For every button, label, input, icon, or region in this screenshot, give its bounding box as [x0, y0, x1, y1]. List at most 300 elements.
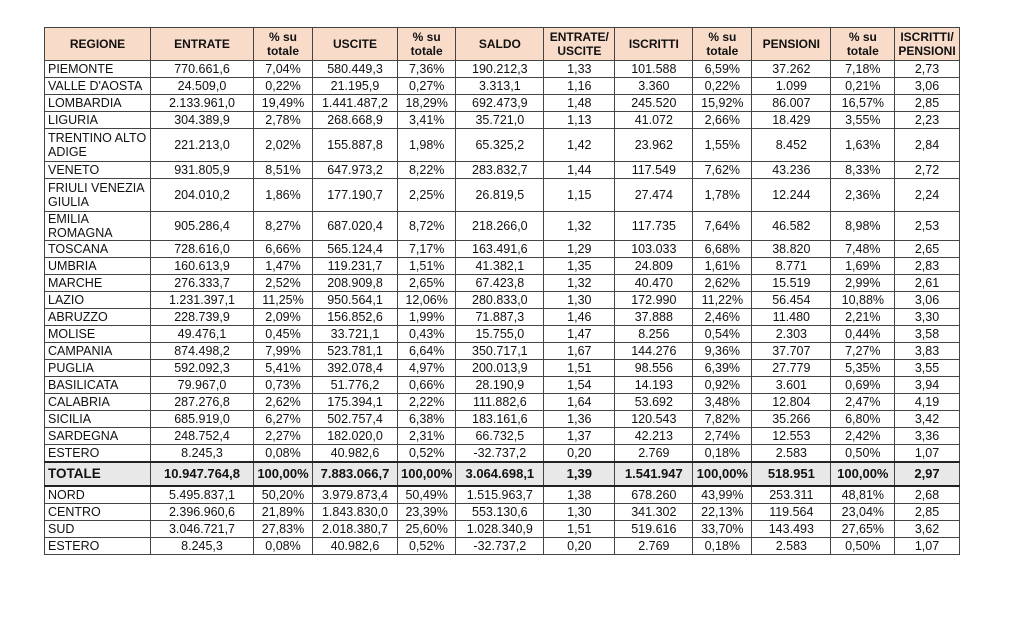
- header-uscite-pct: % su totale: [398, 28, 456, 61]
- cell-iscritti-pensioni: 2,24: [895, 179, 959, 212]
- cell-pensioni-pct: 27,65%: [831, 521, 895, 538]
- cell-pensioni: 12.244: [752, 179, 831, 212]
- cell-entrate-pct: 19,49%: [254, 95, 313, 112]
- cell-saldo: 553.130,6: [456, 504, 544, 521]
- cell-pensioni: 2.583: [752, 445, 831, 463]
- cell-saldo: 41.382,1: [456, 258, 544, 275]
- cell-entrate: 160.613,9: [151, 258, 254, 275]
- cell-pensioni: 18.429: [752, 112, 831, 129]
- cell-uscite: 40.982,6: [313, 445, 398, 463]
- cell-entrate-pct: 1,86%: [254, 179, 313, 212]
- cell-entrate: 204.010,2: [151, 179, 254, 212]
- cell-regione: VENETO: [45, 162, 151, 179]
- cell-entrate-pct: 2,62%: [254, 394, 313, 411]
- cell-uscite-pct: 6,64%: [398, 343, 456, 360]
- cell-entrate: 287.276,8: [151, 394, 254, 411]
- cell-iscritti-pensioni: 2,84: [895, 129, 959, 162]
- cell-entrate-uscite: 1,15: [544, 179, 615, 212]
- cell-uscite: 268.668,9: [313, 112, 398, 129]
- cell-pensioni-pct: 0,69%: [831, 377, 895, 394]
- cell-entrate: 874.498,2: [151, 343, 254, 360]
- cell-entrate-pct: 27,83%: [254, 521, 313, 538]
- cell-entrate: 2.133.961,0: [151, 95, 254, 112]
- cell-iscritti-pct: 2,46%: [693, 309, 752, 326]
- cell-pensioni: 2.303: [752, 326, 831, 343]
- table-row: [45, 179, 960, 212]
- cell-pensioni-pct: 6,80%: [831, 411, 895, 428]
- table-row: [45, 275, 960, 292]
- cell-entrate-pct: 0,22%: [254, 78, 313, 95]
- cell-iscritti-pensioni: 4,19: [895, 394, 959, 411]
- cell-uscite-pct: 2,31%: [398, 428, 456, 445]
- cell-uscite: 502.757,4: [313, 411, 398, 428]
- cell-entrate-uscite: 1,30: [544, 292, 615, 309]
- cell-pensioni: 43.236: [752, 162, 831, 179]
- cell-saldo: 67.423,8: [456, 275, 544, 292]
- cell-iscritti-pct: 1,61%: [693, 258, 752, 275]
- cell-entrate-uscite: 1,30: [544, 504, 615, 521]
- cell-pensioni: 27.779: [752, 360, 831, 377]
- cell-entrate: 1.231.397,1: [151, 292, 254, 309]
- area-row: [45, 521, 960, 538]
- cell-saldo: 71.887,3: [456, 309, 544, 326]
- cell-iscritti-pct: 6,68%: [693, 241, 752, 258]
- cell-pensioni-pct: 5,35%: [831, 360, 895, 377]
- cell-entrate-pct: 0,73%: [254, 377, 313, 394]
- cell-entrate: 728.616,0: [151, 241, 254, 258]
- cell-pensioni: 35.266: [752, 411, 831, 428]
- cell-entrate: 8.245,3: [151, 538, 254, 555]
- cell-pensioni-pct: 7,27%: [831, 343, 895, 360]
- cell-uscite: 3.979.873,4: [313, 486, 398, 504]
- cell-uscite-pct: 0,43%: [398, 326, 456, 343]
- cell-entrate-pct: 5,41%: [254, 360, 313, 377]
- cell-iscritti: 23.962: [615, 129, 693, 162]
- cell-entrate-uscite: 1,67: [544, 343, 615, 360]
- cell-pensioni: 1.099: [752, 78, 831, 95]
- cell-uscite-pct: 2,25%: [398, 179, 456, 212]
- cell-pensioni-pct: 0,50%: [831, 538, 895, 555]
- cell-saldo: 3.064.698,1: [456, 462, 544, 486]
- cell-iscritti: 519.616: [615, 521, 693, 538]
- table-row: [45, 309, 960, 326]
- cell-uscite-pct: 1,98%: [398, 129, 456, 162]
- cell-uscite-pct: 50,49%: [398, 486, 456, 504]
- table-row: [45, 78, 960, 95]
- table-row: [45, 212, 960, 241]
- cell-entrate: 276.333,7: [151, 275, 254, 292]
- cell-pensioni-pct: 8,33%: [831, 162, 895, 179]
- cell-uscite: 40.982,6: [313, 538, 398, 555]
- cell-regione: EMILIA ROMAGNA: [45, 212, 151, 241]
- cell-regione: UMBRIA: [45, 258, 151, 275]
- cell-iscritti: 98.556: [615, 360, 693, 377]
- cell-regione: NORD: [45, 486, 151, 504]
- cell-iscritti: 3.360: [615, 78, 693, 95]
- cell-regione: SUD: [45, 521, 151, 538]
- cell-iscritti-pct: 11,22%: [693, 292, 752, 309]
- cell-saldo: 111.882,6: [456, 394, 544, 411]
- table-row: [45, 292, 960, 309]
- cell-iscritti-pensioni: 3,42: [895, 411, 959, 428]
- cell-iscritti-pct: 22,13%: [693, 504, 752, 521]
- table-row: [45, 95, 960, 112]
- cell-uscite-pct: 7,36%: [398, 61, 456, 78]
- cell-iscritti-pct: 15,92%: [693, 95, 752, 112]
- cell-regione: FRIULI VENEZIA GIULIA: [45, 179, 151, 212]
- cell-iscritti: 172.990: [615, 292, 693, 309]
- cell-pensioni-pct: 7,18%: [831, 61, 895, 78]
- cell-uscite: 1.441.487,2: [313, 95, 398, 112]
- cell-uscite: 523.781,1: [313, 343, 398, 360]
- cell-iscritti: 117.735: [615, 212, 693, 241]
- cell-pensioni-pct: 100,00%: [831, 462, 895, 486]
- cell-entrate-uscite: 1,33: [544, 61, 615, 78]
- cell-entrate: 592.092,3: [151, 360, 254, 377]
- table-body: [45, 61, 960, 555]
- cell-entrate-uscite: 1,44: [544, 162, 615, 179]
- cell-pensioni: 38.820: [752, 241, 831, 258]
- cell-iscritti-pensioni: 3,83: [895, 343, 959, 360]
- cell-iscritti-pensioni: 3,06: [895, 292, 959, 309]
- cell-entrate-uscite: 1,16: [544, 78, 615, 95]
- cell-entrate: 685.919,0: [151, 411, 254, 428]
- cell-uscite-pct: 6,38%: [398, 411, 456, 428]
- cell-iscritti-pensioni: 1,07: [895, 538, 959, 555]
- cell-pensioni: 12.553: [752, 428, 831, 445]
- cell-iscritti-pct: 7,64%: [693, 212, 752, 241]
- cell-uscite-pct: 1,51%: [398, 258, 456, 275]
- cell-saldo: 283.832,7: [456, 162, 544, 179]
- cell-uscite: 51.776,2: [313, 377, 398, 394]
- cell-uscite-pct: 8,22%: [398, 162, 456, 179]
- cell-entrate-uscite: 1,13: [544, 112, 615, 129]
- area-row: [45, 486, 960, 504]
- cell-iscritti-pct: 0,92%: [693, 377, 752, 394]
- cell-pensioni-pct: 48,81%: [831, 486, 895, 504]
- cell-iscritti-pensioni: 2,97: [895, 462, 959, 486]
- cell-entrate: 79.967,0: [151, 377, 254, 394]
- cell-entrate-pct: 50,20%: [254, 486, 313, 504]
- cell-uscite-pct: 100,00%: [398, 462, 456, 486]
- cell-entrate: 304.389,9: [151, 112, 254, 129]
- cell-entrate-uscite: 1,51: [544, 521, 615, 538]
- cell-iscritti: 2.769: [615, 445, 693, 463]
- cell-iscritti-pct: 0,54%: [693, 326, 752, 343]
- cell-uscite-pct: 2,65%: [398, 275, 456, 292]
- cell-saldo: -32.737,2: [456, 445, 544, 463]
- cell-pensioni: 8.452: [752, 129, 831, 162]
- cell-uscite: 2.018.380,7: [313, 521, 398, 538]
- cell-entrate-pct: 7,99%: [254, 343, 313, 360]
- cell-iscritti-pct: 7,82%: [693, 411, 752, 428]
- cell-regione: LIGURIA: [45, 112, 151, 129]
- cell-saldo: 218.266,0: [456, 212, 544, 241]
- cell-entrate: 2.396.960,6: [151, 504, 254, 521]
- cell-iscritti-pct: 3,48%: [693, 394, 752, 411]
- cell-uscite-pct: 23,39%: [398, 504, 456, 521]
- cell-iscritti: 117.549: [615, 162, 693, 179]
- cell-saldo: 66.732,5: [456, 428, 544, 445]
- cell-entrate-pct: 2,02%: [254, 129, 313, 162]
- header-row: [45, 28, 960, 61]
- cell-uscite: 565.124,4: [313, 241, 398, 258]
- cell-entrate-pct: 6,66%: [254, 241, 313, 258]
- cell-iscritti-pct: 100,00%: [693, 462, 752, 486]
- cell-pensioni-pct: 2,99%: [831, 275, 895, 292]
- cell-entrate: 24.509,0: [151, 78, 254, 95]
- cell-iscritti-pensioni: 3,62: [895, 521, 959, 538]
- cell-uscite: 647.973,2: [313, 162, 398, 179]
- total-row: [45, 462, 960, 486]
- cell-uscite-pct: 0,27%: [398, 78, 456, 95]
- cell-iscritti-pct: 43,99%: [693, 486, 752, 504]
- cell-pensioni: 56.454: [752, 292, 831, 309]
- cell-regione: TRENTINO ALTO ADIGE: [45, 129, 151, 162]
- cell-uscite-pct: 7,17%: [398, 241, 456, 258]
- cell-iscritti: 341.302: [615, 504, 693, 521]
- cell-saldo: 692.473,9: [456, 95, 544, 112]
- cell-uscite: 119.231,7: [313, 258, 398, 275]
- cell-pensioni-pct: 2,47%: [831, 394, 895, 411]
- cell-pensioni-pct: 0,21%: [831, 78, 895, 95]
- cell-iscritti: 40.470: [615, 275, 693, 292]
- cell-saldo: 35.721,0: [456, 112, 544, 129]
- cell-iscritti: 103.033: [615, 241, 693, 258]
- cell-iscritti: 144.276: [615, 343, 693, 360]
- cell-uscite: 177.190,7: [313, 179, 398, 212]
- cell-pensioni: 8.771: [752, 258, 831, 275]
- cell-iscritti: 42.213: [615, 428, 693, 445]
- cell-regione: ESTERO: [45, 538, 151, 555]
- cell-saldo: 190.212,3: [456, 61, 544, 78]
- table-row: [45, 241, 960, 258]
- cell-entrate-pct: 100,00%: [254, 462, 313, 486]
- cell-entrate: 8.245,3: [151, 445, 254, 463]
- cell-pensioni-pct: 2,21%: [831, 309, 895, 326]
- cell-entrate: 10.947.764,8: [151, 462, 254, 486]
- cell-pensioni: 15.519: [752, 275, 831, 292]
- cell-regione: BASILICATA: [45, 377, 151, 394]
- cell-pensioni: 253.311: [752, 486, 831, 504]
- cell-pensioni-pct: 2,42%: [831, 428, 895, 445]
- cell-entrate-uscite: 1,29: [544, 241, 615, 258]
- cell-pensioni-pct: 8,98%: [831, 212, 895, 241]
- cell-entrate: 228.739,9: [151, 309, 254, 326]
- cell-pensioni-pct: 0,50%: [831, 445, 895, 463]
- table-row: [45, 112, 960, 129]
- cell-uscite: 1.843.830,0: [313, 504, 398, 521]
- table-row: [45, 445, 960, 463]
- cell-iscritti-pct: 0,18%: [693, 445, 752, 463]
- cell-entrate: 49.476,1: [151, 326, 254, 343]
- cell-iscritti-pct: 6,39%: [693, 360, 752, 377]
- cell-uscite: 580.449,3: [313, 61, 398, 78]
- cell-uscite-pct: 25,60%: [398, 521, 456, 538]
- cell-uscite: 950.564,1: [313, 292, 398, 309]
- cell-entrate-uscite: 1,36: [544, 411, 615, 428]
- cell-pensioni: 86.007: [752, 95, 831, 112]
- cell-entrate-pct: 2,09%: [254, 309, 313, 326]
- table-row: [45, 428, 960, 445]
- cell-iscritti-pensioni: 1,07: [895, 445, 959, 463]
- cell-pensioni: 46.582: [752, 212, 831, 241]
- cell-uscite-pct: 8,72%: [398, 212, 456, 241]
- cell-entrate: 5.495.837,1: [151, 486, 254, 504]
- cell-entrate-uscite: 1,46: [544, 309, 615, 326]
- area-row: [45, 504, 960, 521]
- cell-iscritti-pct: 2,66%: [693, 112, 752, 129]
- header-entrate: ENTRATE: [151, 28, 254, 61]
- cell-saldo: -32.737,2: [456, 538, 544, 555]
- cell-iscritti-pensioni: 3,58: [895, 326, 959, 343]
- cell-iscritti-pensioni: 2,61: [895, 275, 959, 292]
- cell-iscritti-pensioni: 3,94: [895, 377, 959, 394]
- cell-uscite-pct: 12,06%: [398, 292, 456, 309]
- header-pensioni-pct: % su totale: [831, 28, 895, 61]
- cell-entrate-pct: 0,45%: [254, 326, 313, 343]
- table-row: [45, 326, 960, 343]
- cell-pensioni: 2.583: [752, 538, 831, 555]
- cell-uscite: 208.909,8: [313, 275, 398, 292]
- cell-pensioni: 12.804: [752, 394, 831, 411]
- cell-entrate-pct: 0,08%: [254, 538, 313, 555]
- cell-entrate-uscite: 0,20: [544, 445, 615, 463]
- cell-iscritti: 101.588: [615, 61, 693, 78]
- cell-entrate: 770.661,6: [151, 61, 254, 78]
- cell-iscritti-pct: 6,59%: [693, 61, 752, 78]
- header-iscritti-pct: % su totale: [693, 28, 752, 61]
- cell-saldo: 163.491,6: [456, 241, 544, 258]
- cell-regione: PIEMONTE: [45, 61, 151, 78]
- cell-entrate: 931.805,9: [151, 162, 254, 179]
- cell-iscritti: 24.809: [615, 258, 693, 275]
- cell-entrate: 3.046.721,7: [151, 521, 254, 538]
- cell-iscritti: 120.543: [615, 411, 693, 428]
- cell-iscritti: 27.474: [615, 179, 693, 212]
- table-row: [45, 258, 960, 275]
- cell-saldo: 1.515.963,7: [456, 486, 544, 504]
- cell-iscritti-pensioni: 2,83: [895, 258, 959, 275]
- cell-iscritti: 1.541.947: [615, 462, 693, 486]
- cell-entrate-pct: 0,08%: [254, 445, 313, 463]
- cell-saldo: 350.717,1: [456, 343, 544, 360]
- cell-entrate-pct: 1,47%: [254, 258, 313, 275]
- cell-saldo: 28.190,9: [456, 377, 544, 394]
- cell-entrate-pct: 2,27%: [254, 428, 313, 445]
- cell-pensioni-pct: 16,57%: [831, 95, 895, 112]
- cell-uscite-pct: 0,52%: [398, 538, 456, 555]
- cell-iscritti-pct: 1,55%: [693, 129, 752, 162]
- cell-iscritti: 41.072: [615, 112, 693, 129]
- header-iscritti: ISCRITTI: [615, 28, 693, 61]
- cell-iscritti-pct: 0,22%: [693, 78, 752, 95]
- cell-entrate-pct: 8,51%: [254, 162, 313, 179]
- cell-iscritti-pensioni: 2,68: [895, 486, 959, 504]
- cell-iscritti-pct: 7,62%: [693, 162, 752, 179]
- cell-iscritti-pensioni: 2,53: [895, 212, 959, 241]
- cell-entrate-uscite: 1,38: [544, 486, 615, 504]
- cell-uscite-pct: 0,52%: [398, 445, 456, 463]
- cell-pensioni: 518.951: [752, 462, 831, 486]
- cell-pensioni-pct: 2,36%: [831, 179, 895, 212]
- table-row: [45, 377, 960, 394]
- cell-entrate-pct: 2,52%: [254, 275, 313, 292]
- table-row: [45, 129, 960, 162]
- table-row: [45, 61, 960, 78]
- cell-regione: ABRUZZO: [45, 309, 151, 326]
- cell-entrate-uscite: 0,20: [544, 538, 615, 555]
- cell-entrate-pct: 2,78%: [254, 112, 313, 129]
- cell-iscritti-pensioni: 2,23: [895, 112, 959, 129]
- cell-pensioni: 3.601: [752, 377, 831, 394]
- cell-iscritti-pensioni: 3,36: [895, 428, 959, 445]
- cell-saldo: 183.161,6: [456, 411, 544, 428]
- cell-iscritti: 678.260: [615, 486, 693, 504]
- cell-regione: CAMPANIA: [45, 343, 151, 360]
- cell-uscite: 21.195,9: [313, 78, 398, 95]
- cell-iscritti-pct: 9,36%: [693, 343, 752, 360]
- cell-uscite: 182.020,0: [313, 428, 398, 445]
- cell-saldo: 65.325,2: [456, 129, 544, 162]
- cell-iscritti: 37.888: [615, 309, 693, 326]
- cell-entrate-uscite: 1,54: [544, 377, 615, 394]
- cell-pensioni-pct: 3,55%: [831, 112, 895, 129]
- cell-iscritti-pct: 2,74%: [693, 428, 752, 445]
- cell-saldo: 200.013,9: [456, 360, 544, 377]
- cell-entrate-pct: 21,89%: [254, 504, 313, 521]
- cell-pensioni-pct: 1,63%: [831, 129, 895, 162]
- cell-entrate-uscite: 1,35: [544, 258, 615, 275]
- header-pensioni: PENSIONI: [752, 28, 831, 61]
- cell-uscite: 156.852,6: [313, 309, 398, 326]
- cell-iscritti: 245.520: [615, 95, 693, 112]
- cell-pensioni-pct: 7,48%: [831, 241, 895, 258]
- cell-iscritti-pensioni: 3,55: [895, 360, 959, 377]
- cell-entrate-uscite: 1,48: [544, 95, 615, 112]
- cell-regione: VALLE D'AOSTA: [45, 78, 151, 95]
- cell-iscritti-pensioni: 2,72: [895, 162, 959, 179]
- cell-saldo: 1.028.340,9: [456, 521, 544, 538]
- table-row: [45, 343, 960, 360]
- cell-iscritti-pct: 1,78%: [693, 179, 752, 212]
- cell-regione: SARDEGNA: [45, 428, 151, 445]
- cell-iscritti-pensioni: 2,85: [895, 504, 959, 521]
- cell-iscritti: 8.256: [615, 326, 693, 343]
- regional-statistics-table: [44, 27, 960, 555]
- header-entrate-uscite: ENTRATE/ USCITE: [544, 28, 615, 61]
- cell-uscite: 155.887,8: [313, 129, 398, 162]
- cell-pensioni: 119.564: [752, 504, 831, 521]
- table-row: [45, 162, 960, 179]
- cell-entrate: 248.752,4: [151, 428, 254, 445]
- cell-entrate-uscite: 1,39: [544, 462, 615, 486]
- table-row: [45, 394, 960, 411]
- cell-pensioni: 37.707: [752, 343, 831, 360]
- cell-uscite-pct: 4,97%: [398, 360, 456, 377]
- cell-iscritti-pct: 0,18%: [693, 538, 752, 555]
- cell-uscite: 392.078,4: [313, 360, 398, 377]
- header-entrate-pct: % su totale: [254, 28, 313, 61]
- table-row: [45, 360, 960, 377]
- cell-pensioni: 143.493: [752, 521, 831, 538]
- cell-uscite-pct: 0,66%: [398, 377, 456, 394]
- cell-iscritti: 14.193: [615, 377, 693, 394]
- cell-iscritti: 2.769: [615, 538, 693, 555]
- cell-saldo: 3.313,1: [456, 78, 544, 95]
- cell-regione: PUGLIA: [45, 360, 151, 377]
- cell-saldo: 26.819,5: [456, 179, 544, 212]
